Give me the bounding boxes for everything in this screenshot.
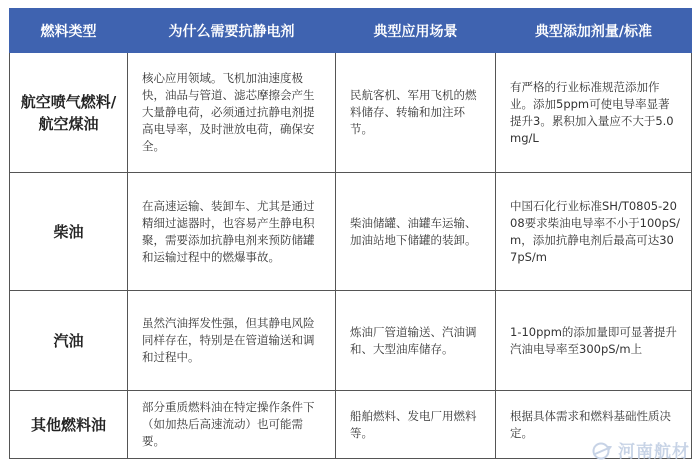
scenario-cell	[336, 173, 496, 291]
scenario-text: 柴油储罐、油罐车运输、加油站地下储罐的装卸。	[350, 215, 477, 247]
reason-text: 虽然汽油挥发性强，但其静电风险同样存在，特别是在管道输送和调和过程中。	[142, 316, 315, 364]
dosage-text: 中国石化行业标准SH/T0805-2008要求柴油电导率不小于100pS/m，添加抗静电剂后最高可达307pS/m	[510, 198, 681, 264]
watermark-logo-icon	[592, 442, 614, 460]
reason-cell	[128, 53, 336, 173]
fuel-type-cell	[10, 391, 128, 459]
table-row	[10, 53, 692, 173]
header-reason: 为什么需要抗静电剂	[128, 9, 336, 53]
fuel-type-label: 柴油	[53, 222, 84, 241]
reason-cell	[128, 173, 336, 291]
reason-text: 在高速运输、装卸车、尤其是通过精细过滤器时，也容易产生静电积聚，需要添加抗静电剂来预防储罐和运输过程中的燃爆事故。	[142, 198, 315, 264]
watermark-text: 河南航材	[618, 442, 690, 462]
dosage-cell	[496, 53, 692, 173]
fuel-type-cell	[10, 291, 128, 391]
fuel-type-label: 其他燃料油	[30, 415, 106, 434]
fuel-antistatic-table	[9, 8, 692, 459]
header-fuel-type: 燃料类型	[10, 9, 128, 53]
scenario-cell	[336, 291, 496, 391]
scenario-text: 船舶燃料、发电厂用燃料等。	[350, 408, 477, 440]
dosage-cell	[496, 173, 692, 291]
scenario-text: 民航客机、军用飞机的燃料储存、转输和加注环节。	[350, 88, 477, 136]
fuel-type-cell	[10, 173, 128, 291]
scenario-cell	[336, 53, 496, 173]
header-scenario: 典型应用场景	[336, 9, 496, 53]
table-row	[10, 391, 692, 459]
fuel-antistatic-table-frame	[9, 8, 691, 461]
fuel-type-label: 汽油	[53, 331, 84, 350]
scenario-cell	[336, 391, 496, 459]
dosage-text: 1-10ppm的添加量即可显著提升汽油电导率至300pS/m上	[510, 324, 677, 356]
header-dosage: 典型添加剂量/标准	[496, 9, 692, 53]
reason-cell	[128, 291, 336, 391]
fuel-type-label: 航空喷气燃料/航空煤油	[20, 92, 117, 133]
scenario-text: 炼油厂管道输送、汽油调和、大型油库储存。	[350, 324, 477, 356]
dosage-cell	[496, 291, 692, 391]
dosage-text: 有严格的行业标准规范添加作业。添加5ppm可使电导率显著提升3。累积加入量应不大于5.0mg/L	[510, 79, 674, 145]
table-row	[10, 173, 692, 291]
table-header-row	[10, 9, 692, 53]
watermark	[592, 437, 690, 462]
reason-text: 核心应用领域。飞机加油速度极快，油品与管道、滤芯摩擦会产生大量静电荷，必须通过抗静电剂提高电导率，及时泄放电荷，确保安全。	[142, 71, 315, 153]
fuel-type-cell	[10, 53, 128, 173]
reason-cell	[128, 391, 336, 459]
table-row	[10, 291, 692, 391]
reason-text: 部分重质燃料油在特定操作条件下（如加热后高速流动）也可能需要。	[142, 400, 315, 448]
dosage-text: 根据具体需求和燃料基础性质决定。	[510, 408, 671, 440]
